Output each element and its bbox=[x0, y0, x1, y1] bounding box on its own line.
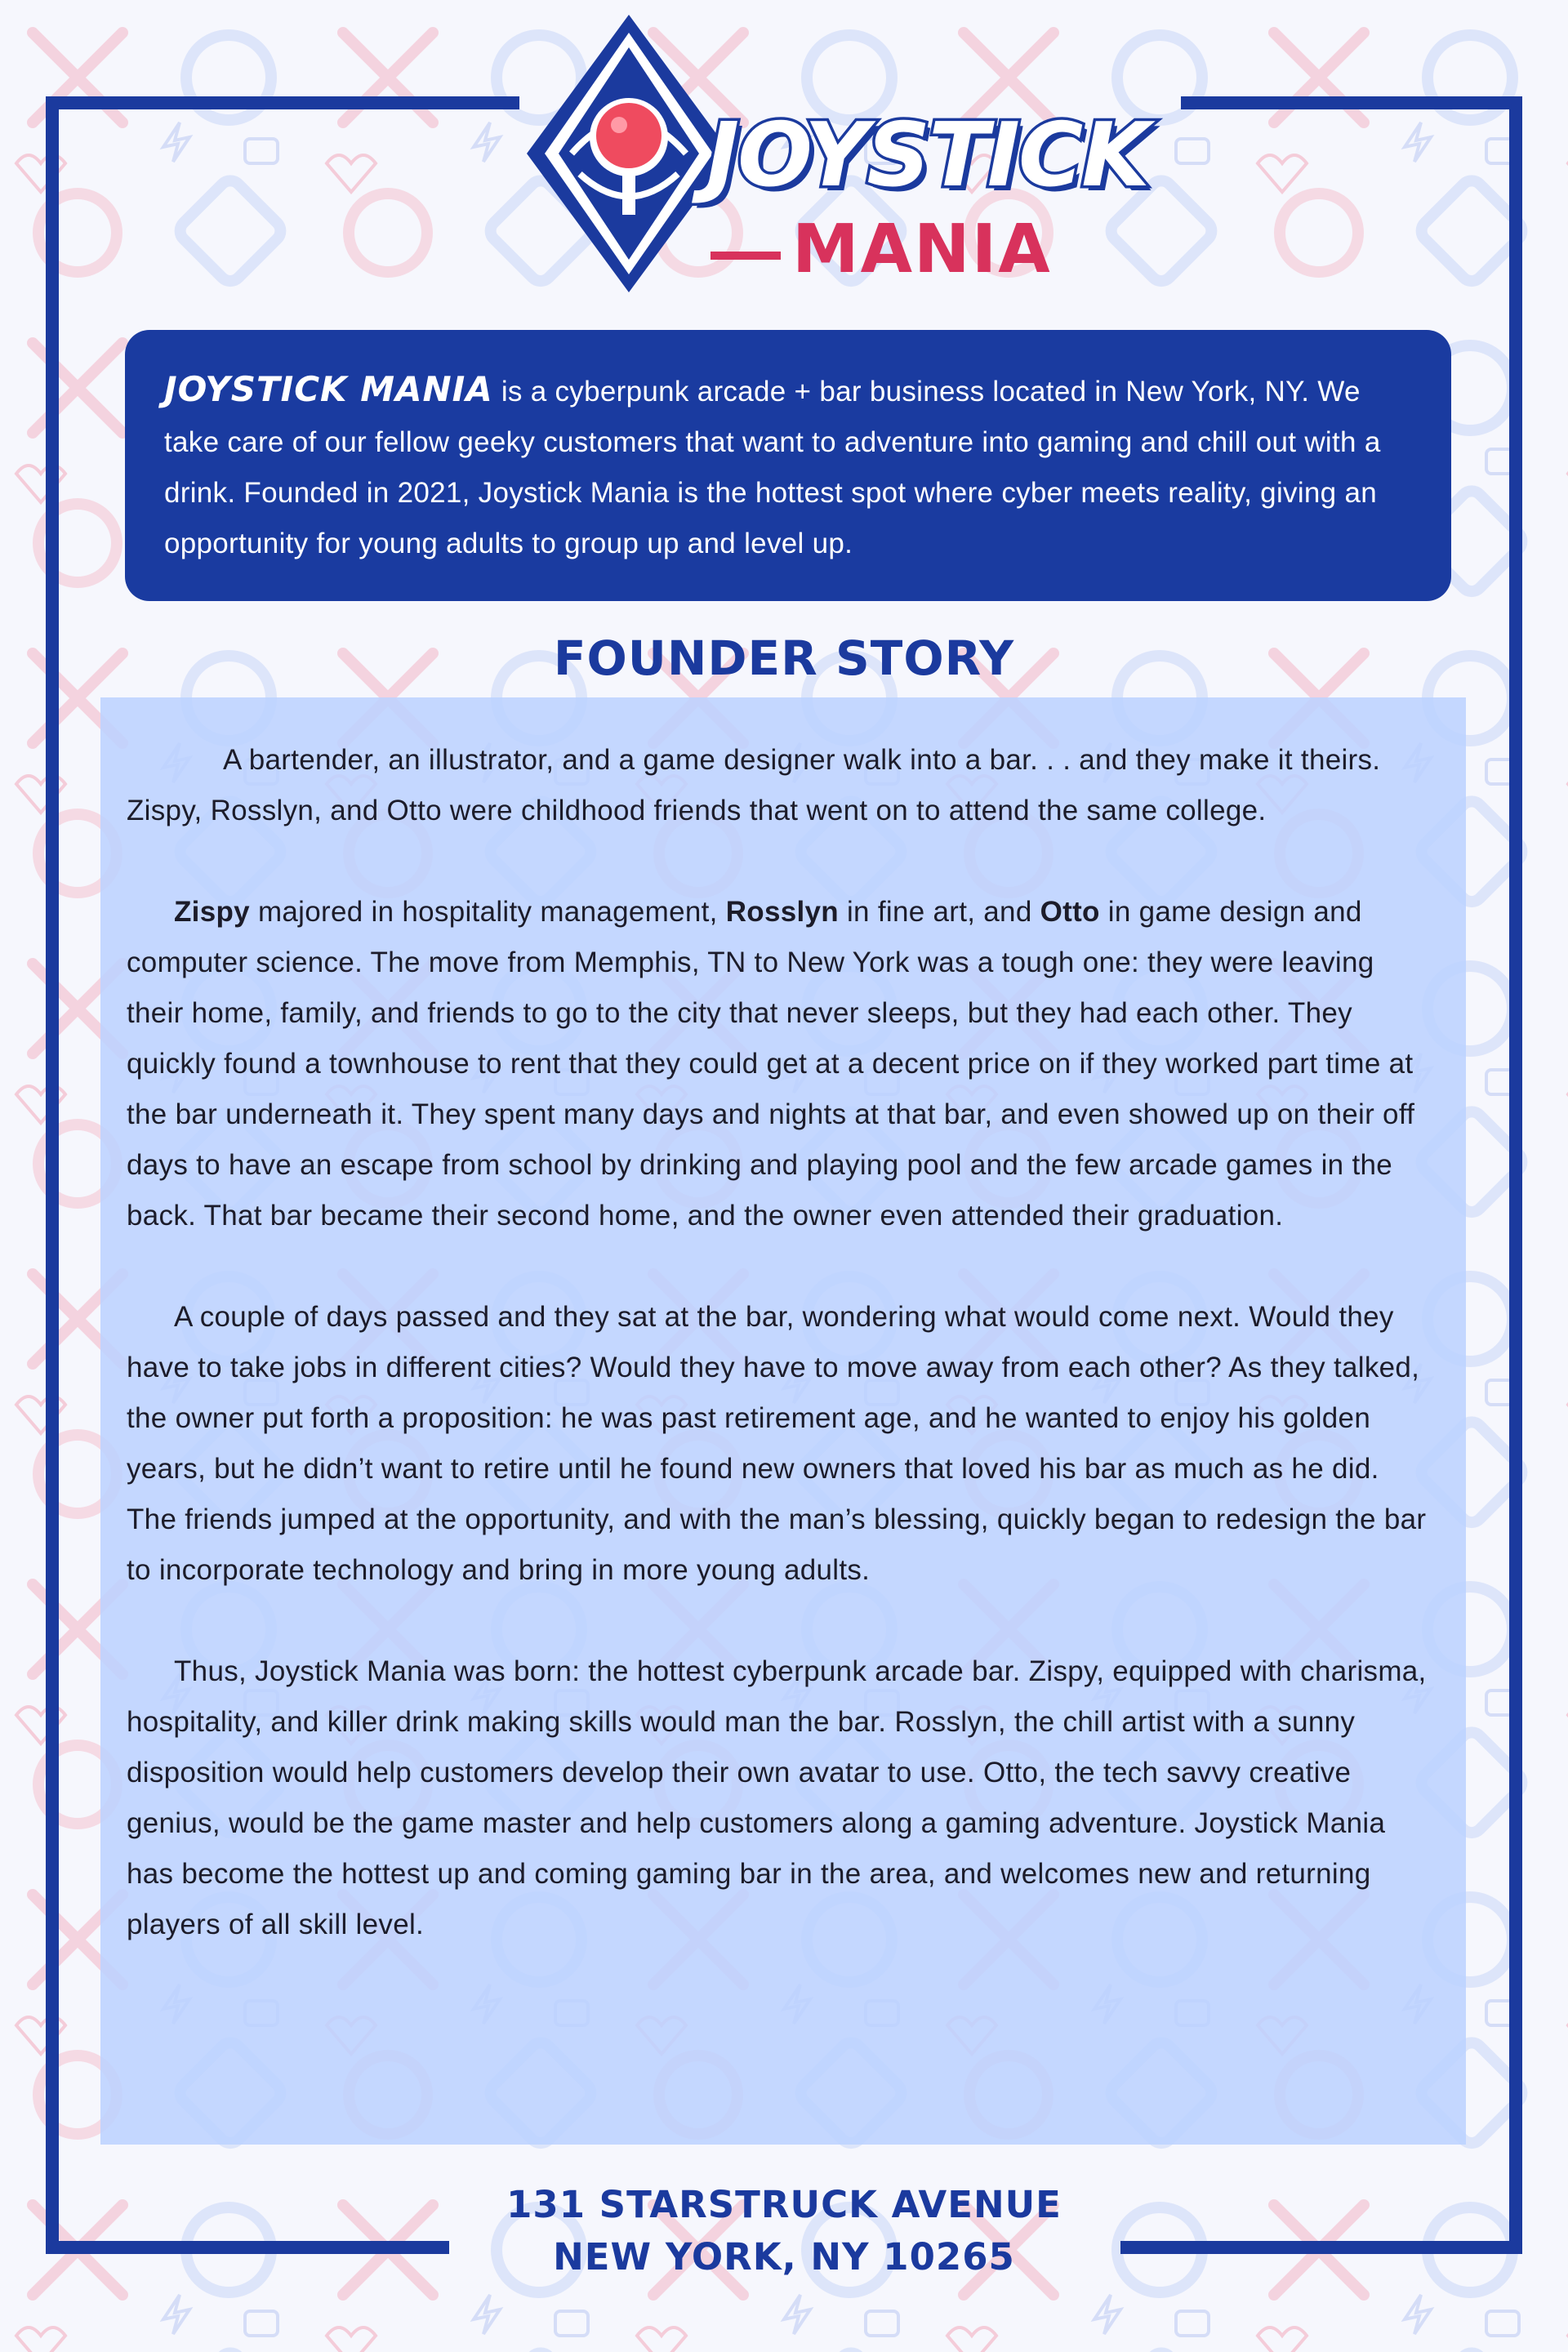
intro-box bbox=[125, 330, 1451, 601]
founder-name-zispy: Zispy bbox=[174, 896, 250, 928]
founder-name-rosslyn: Rosslyn bbox=[725, 896, 839, 928]
joystick-mania-logo bbox=[523, 15, 1148, 292]
address-street: 131 STARSTRUCK AVENUE bbox=[506, 2183, 1062, 2226]
story-paragraph-1: A bartender, an illustrator, and a game designer walk into a bar. . . and they make it theirs. Zispy, Rosslyn, and Otto were childhood friends that went on to attend the same college. bbox=[127, 744, 1381, 826]
founder-story-panel bbox=[100, 697, 1466, 2145]
founder-story-title: FOUNDER STORY bbox=[553, 630, 1015, 686]
intro-text: is a cyberpunk arcade + bar business located in New York, NY. We take care of our fellow geeky customers that want to adventure into gaming and chill out with a drink. Founded in 2021, Joystick Mania is the hottest spot where cyber meets reality, giving an opportunity for young adults to group up and level up. bbox=[164, 376, 1381, 559]
story-paragraph-2: Zispy majored in hospitality management, Rosslyn in fine art, and Otto in game design and computer science. The move from Memphis, TN to New York was a tough one: they were leaving their home, family, and friends to go to the city that never sleeps, but they had each other. They quickly found a townhouse to rent that they could get at a decent price on if they worked part time at the bar underneath it. They spent many days and nights at that bar, and even showed up on their off days to have an escape from school by drinking and playing pool and the few arcade games in the back. That bar became their second home, and the owner even attended their graduation. bbox=[127, 896, 1415, 1232]
address-block bbox=[0, 2179, 1568, 2283]
logo-word-joystick: JOYSTICK bbox=[706, 105, 1148, 207]
logo-dash-left bbox=[710, 252, 781, 260]
address-city: NEW YORK, NY 10265 bbox=[553, 2235, 1015, 2278]
story-paragraph-3: A couple of days passed and they sat at the bar, wondering what would come next. Would they have to take jobs in different cities? Would they have to move away from each other? As they talked, the owner put forth a proposition: he was past retirement age, and he wanted to enjoy his golden years, but he didn’t want to retire until he found new owners that loved his bar as much as he did. The friends jumped at the opportunity, and with the man’s blessing, quickly began to redesign the bar to incorporate technology and bring in more young adults. bbox=[127, 1301, 1427, 1586]
frame-top-right bbox=[1181, 96, 1522, 109]
frame-left bbox=[46, 96, 59, 2254]
logo-word-mania: MANIA bbox=[792, 211, 1052, 288]
frame-right bbox=[1509, 96, 1522, 2254]
frame-top-left bbox=[46, 96, 519, 109]
story-paragraph-4: Thus, Joystick Mania was born: the hottest cyberpunk arcade bar. Zispy, equipped with charisma, hospitality, and killer drink making skills would man the bar. Rosslyn, the chill artist with a sunny disposition would help customers develop their own avatar to use. Otto, the tech savvy creative genius, would be the game master and help customers along a gaming adventure. Joystick Mania has become the hottest up and coming gaming bar in the area, and welcomes new and returning players of all skill level. bbox=[127, 1655, 1427, 1940]
founder-name-otto: Otto bbox=[1040, 896, 1100, 928]
joystick-diamond-emblem-icon bbox=[523, 15, 735, 292]
intro-brand-name: JOYSTICK MANIA bbox=[164, 369, 493, 409]
